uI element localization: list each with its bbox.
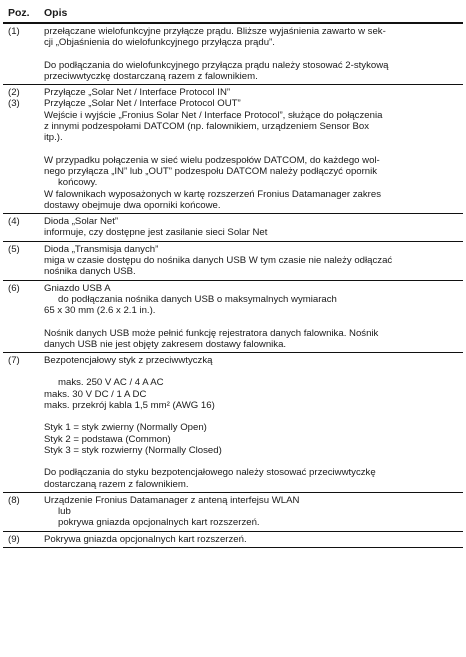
description-line: Dioda „Solar Net” xyxy=(44,216,119,228)
description-line: Wejście i wyjście „Fronius Solar Net / Interface Protocol”, służące do połączenia xyxy=(44,109,383,121)
position-number: (7) xyxy=(8,355,20,367)
table-row xyxy=(3,241,463,280)
description-line: Gniazdo USB A xyxy=(44,282,111,294)
table-row xyxy=(3,280,463,352)
position-number: (1) xyxy=(8,26,20,37)
description-line: Bezpotencjałowy styk z przeciwwtyczką xyxy=(44,355,213,367)
paragraph-gap xyxy=(44,144,463,155)
position-number: (2) xyxy=(8,87,20,99)
position-number: (5) xyxy=(8,243,20,255)
document-page xyxy=(3,4,463,548)
position-number: (3) xyxy=(8,98,20,110)
position-cell xyxy=(3,23,39,85)
table-row xyxy=(3,23,463,85)
description-line: Nośnik danych USB może pełnić funkcję rejestratora danych falownika. Nośnik xyxy=(44,327,379,339)
position-cell xyxy=(3,531,39,547)
description-line: z innymi podzespołami DATCOM (np. falownikiem, urządzeniem Sensor Box xyxy=(44,121,370,133)
description-line: 65 x 30 mm (2.6 x 2.1 in.). xyxy=(44,305,156,317)
paragraph-gap xyxy=(44,411,463,422)
description-line: Przyłącze „Solar Net / Interface Protocol OUT” xyxy=(44,98,241,110)
description-line: danych USB nie jest objęty zakresem dostawy falownika. xyxy=(44,338,287,350)
description-line: cji „Objaśnienia do wielofunkcyjnego przyłącza prądu”. xyxy=(44,37,275,49)
description-line: do podłączania nośnika danych USB o maksymalnych wymiarach xyxy=(58,293,337,305)
description-line: pokrywa gniazda opcjonalnych kart rozszerzeń. xyxy=(58,517,260,529)
description-line: Do podłączania do wielofunkcyjnego przyłącza prądu należy stosować 2-stykową xyxy=(44,59,389,71)
description-line: nośnika danych USB. xyxy=(44,266,136,278)
paragraph-gap xyxy=(44,49,463,60)
description-line: maks. 250 V AC / 4 A AC xyxy=(58,377,164,389)
description-line: Dioda „Transmisja danych” xyxy=(44,243,159,255)
table-row xyxy=(3,85,463,214)
position-cell xyxy=(3,214,39,242)
description-cell xyxy=(39,353,463,493)
position-number: (4) xyxy=(8,216,20,228)
description-line: Pokrywa gniazda opcjonalnych kart rozszerzeń. xyxy=(44,533,247,545)
description-line: Przyłącze „Solar Net / Interface Protocol IN” xyxy=(44,87,231,99)
description-line: Do podłączania do styku bezpotencjałowego należy stosować przeciwwtyczkę xyxy=(44,467,376,479)
description-cell xyxy=(39,492,463,531)
description-line: W falownikach wyposażonych w kartę rozszerzeń Fronius Datamanager zakres xyxy=(44,188,381,200)
description-line: przełączane wielofunkcyjne przyłącze prądu. Bliższe wyjaśnienia zawarto w sek- xyxy=(44,26,386,37)
column-header-poz: Poz. xyxy=(3,4,39,23)
table-row xyxy=(3,214,463,242)
table-body xyxy=(3,23,463,547)
description-line: lub xyxy=(58,506,71,518)
description-line: nego przyłącza „IN” lub „OUT” podzespołu DATCOM należy podłączyć opornik xyxy=(44,165,378,177)
paragraph-gap xyxy=(44,366,463,377)
description-line: informuje, czy dostępne jest zasilanie sieci Solar Net xyxy=(44,227,268,239)
description-line: W przypadku połączenia w sieć wielu podzespołów DATCOM, do każdego wol- xyxy=(44,154,380,166)
component-table xyxy=(3,4,463,548)
position-number: (9) xyxy=(8,533,20,545)
position-cell xyxy=(3,280,39,352)
description-line: maks. przekrój kabla 1,5 mm² (AWG 16) xyxy=(44,400,215,412)
position-cell xyxy=(3,492,39,531)
description-line: przeciwwtyczkę dostarczaną razem z falownikiem. xyxy=(44,70,258,82)
paragraph-gap xyxy=(44,317,463,328)
position-cell xyxy=(3,85,39,214)
description-line: maks. 30 V DC / 1 A DC xyxy=(44,388,147,400)
description-line: Styk 2 = podstawa (Common) xyxy=(44,433,171,445)
column-header-opis: Opis xyxy=(39,4,463,23)
table-row xyxy=(3,531,463,547)
description-line: dostawy obejmuje dwa oporniki końcowe. xyxy=(44,199,221,211)
description-line: miga w czasie dostępu do nośnika danych USB W tym czasie nie należy odłączać xyxy=(44,255,393,267)
description-line: itp.). xyxy=(44,132,63,144)
description-line: Styk 3 = styk rozwierny (Normally Closed) xyxy=(44,444,222,456)
description-cell xyxy=(39,531,463,547)
position-cell xyxy=(3,353,39,493)
description-cell xyxy=(39,241,463,280)
description-line: końcowy. xyxy=(58,177,98,189)
description-line: Urządzenie Fronius Datamanager z anteną interfejsu WLAN xyxy=(44,494,300,506)
paragraph-gap xyxy=(44,456,463,467)
position-number: (6) xyxy=(8,282,20,294)
description-line: dostarczaną razem z falownikiem. xyxy=(44,478,189,490)
table-header-row xyxy=(3,4,463,23)
description-cell xyxy=(39,85,463,214)
description-cell xyxy=(39,280,463,352)
description-line: Styk 1 = styk zwierny (Normally Open) xyxy=(44,422,207,434)
description-cell xyxy=(39,214,463,242)
table-row xyxy=(3,492,463,531)
description-cell xyxy=(39,23,463,85)
position-number: (8) xyxy=(8,494,20,506)
position-cell xyxy=(3,241,39,280)
table-row xyxy=(3,353,463,493)
